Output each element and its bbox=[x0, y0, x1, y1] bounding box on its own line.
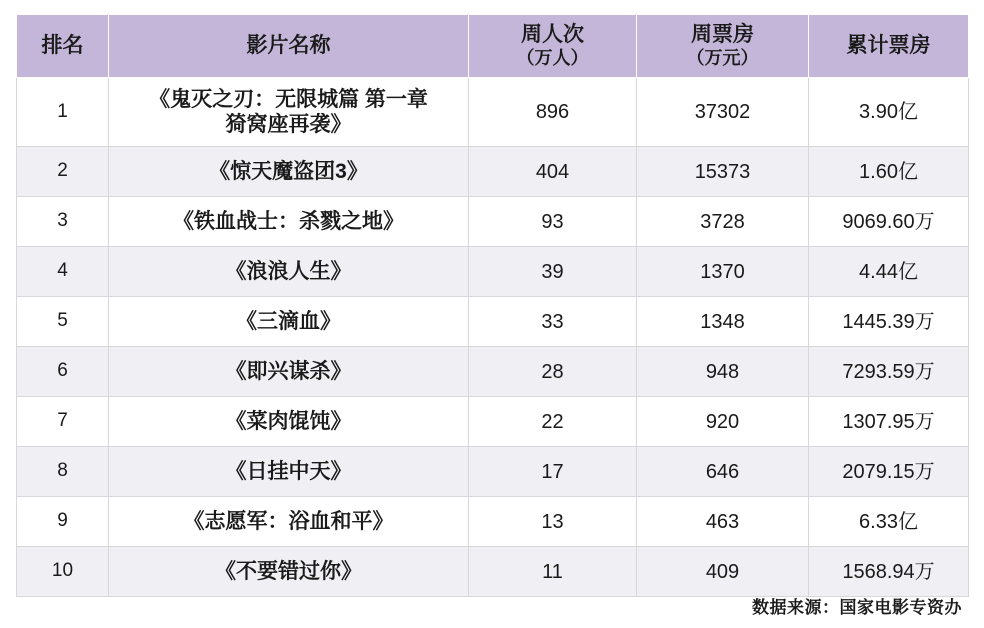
cell-title: 《惊天魔盗团3》 bbox=[109, 147, 469, 197]
column-header-cumulative-gross bbox=[809, 15, 969, 78]
cell-weekly-admissions: 404 bbox=[469, 147, 637, 197]
table-row bbox=[17, 147, 969, 197]
cell-rank: 3 bbox=[17, 197, 109, 247]
column-header-weekly-gross-label: 周票房 bbox=[691, 23, 754, 46]
weekly-box-office-table bbox=[16, 14, 969, 597]
table-row bbox=[17, 447, 969, 497]
cell-weekly-admissions: 93 bbox=[469, 197, 637, 247]
cell-weekly-admissions: 22 bbox=[469, 397, 637, 447]
cell-weekly-gross: 920 bbox=[637, 397, 809, 447]
column-header-rank bbox=[17, 15, 109, 78]
column-header-rank-label: 排名 bbox=[41, 33, 84, 57]
table-row bbox=[17, 397, 969, 447]
cell-weekly-gross: 1348 bbox=[637, 297, 809, 347]
column-header-weekly-admissions-unit: （万人） bbox=[516, 47, 589, 68]
table-header bbox=[17, 15, 969, 78]
cell-rank: 1 bbox=[17, 78, 109, 147]
cell-weekly-gross: 15373 bbox=[637, 147, 809, 197]
cell-cumulative-gross: 4.44亿 bbox=[809, 247, 969, 297]
cell-weekly-admissions: 33 bbox=[469, 297, 637, 347]
column-header-weekly-gross-unit: （万元） bbox=[686, 47, 759, 68]
cell-weekly-admissions: 896 bbox=[469, 78, 637, 147]
cell-title: 《浪浪人生》 bbox=[109, 247, 469, 297]
cell-cumulative-gross: 1568.94万 bbox=[809, 547, 969, 597]
cell-weekly-gross: 409 bbox=[637, 547, 809, 597]
cell-title: 《日挂中天》 bbox=[109, 447, 469, 497]
cell-cumulative-gross: 1445.39万 bbox=[809, 297, 969, 347]
cell-rank: 10 bbox=[17, 547, 109, 597]
table-row bbox=[17, 197, 969, 247]
cell-cumulative-gross: 6.33亿 bbox=[809, 497, 969, 547]
cell-weekly-gross: 463 bbox=[637, 497, 809, 547]
cell-weekly-admissions: 13 bbox=[469, 497, 637, 547]
column-header-weekly-admissions-label: 周人次 bbox=[521, 23, 584, 46]
cell-weekly-admissions: 28 bbox=[469, 347, 637, 397]
cell-weekly-admissions: 17 bbox=[469, 447, 637, 497]
cell-weekly-gross: 646 bbox=[637, 447, 809, 497]
table-row bbox=[17, 78, 969, 147]
column-header-weekly-gross bbox=[637, 15, 809, 78]
cell-rank: 5 bbox=[17, 297, 109, 347]
data-source-note: 数据来源：国家电影专资办 bbox=[752, 598, 962, 617]
column-header-weekly-admissions bbox=[469, 15, 637, 78]
cell-weekly-gross: 37302 bbox=[637, 78, 809, 147]
table-row bbox=[17, 247, 969, 297]
cell-cumulative-gross: 3.90亿 bbox=[809, 78, 969, 147]
cell-weekly-gross: 1370 bbox=[637, 247, 809, 297]
cell-cumulative-gross: 1.60亿 bbox=[809, 147, 969, 197]
cell-rank: 9 bbox=[17, 497, 109, 547]
cell-rank: 2 bbox=[17, 147, 109, 197]
cell-cumulative-gross: 7293.59万 bbox=[809, 347, 969, 397]
cell-cumulative-gross: 9069.60万 bbox=[809, 197, 969, 247]
cell-title: 《即兴谋杀》 bbox=[109, 347, 469, 397]
cell-title: 《鬼灭之刃：无限城篇 第一章 猗窝座再袭》 bbox=[109, 78, 469, 147]
cell-rank: 7 bbox=[17, 397, 109, 447]
cell-title: 《菜肉馄饨》 bbox=[109, 397, 469, 447]
cell-title: 《三滴血》 bbox=[109, 297, 469, 347]
table-row bbox=[17, 497, 969, 547]
cell-weekly-admissions: 39 bbox=[469, 247, 637, 297]
cell-rank: 4 bbox=[17, 247, 109, 297]
table-body bbox=[17, 78, 969, 597]
cell-title: 《铁血战士：杀戮之地》 bbox=[109, 197, 469, 247]
cell-weekly-admissions: 11 bbox=[469, 547, 637, 597]
column-header-title-label: 影片名称 bbox=[246, 33, 331, 57]
cell-cumulative-gross: 2079.15万 bbox=[809, 447, 969, 497]
cell-rank: 8 bbox=[17, 447, 109, 497]
cell-title: 《志愿军：浴血和平》 bbox=[109, 497, 469, 547]
cell-weekly-gross: 948 bbox=[637, 347, 809, 397]
cell-weekly-gross: 3728 bbox=[637, 197, 809, 247]
table-row bbox=[17, 347, 969, 397]
table-row bbox=[17, 297, 969, 347]
table-header-row bbox=[17, 15, 969, 78]
table-row bbox=[17, 547, 969, 597]
column-header-cumulative-gross-label: 累计票房 bbox=[846, 33, 931, 57]
cell-rank: 6 bbox=[17, 347, 109, 397]
cell-cumulative-gross: 1307.95万 bbox=[809, 397, 969, 447]
cell-title: 《不要错过你》 bbox=[109, 547, 469, 597]
column-header-title bbox=[109, 15, 469, 78]
